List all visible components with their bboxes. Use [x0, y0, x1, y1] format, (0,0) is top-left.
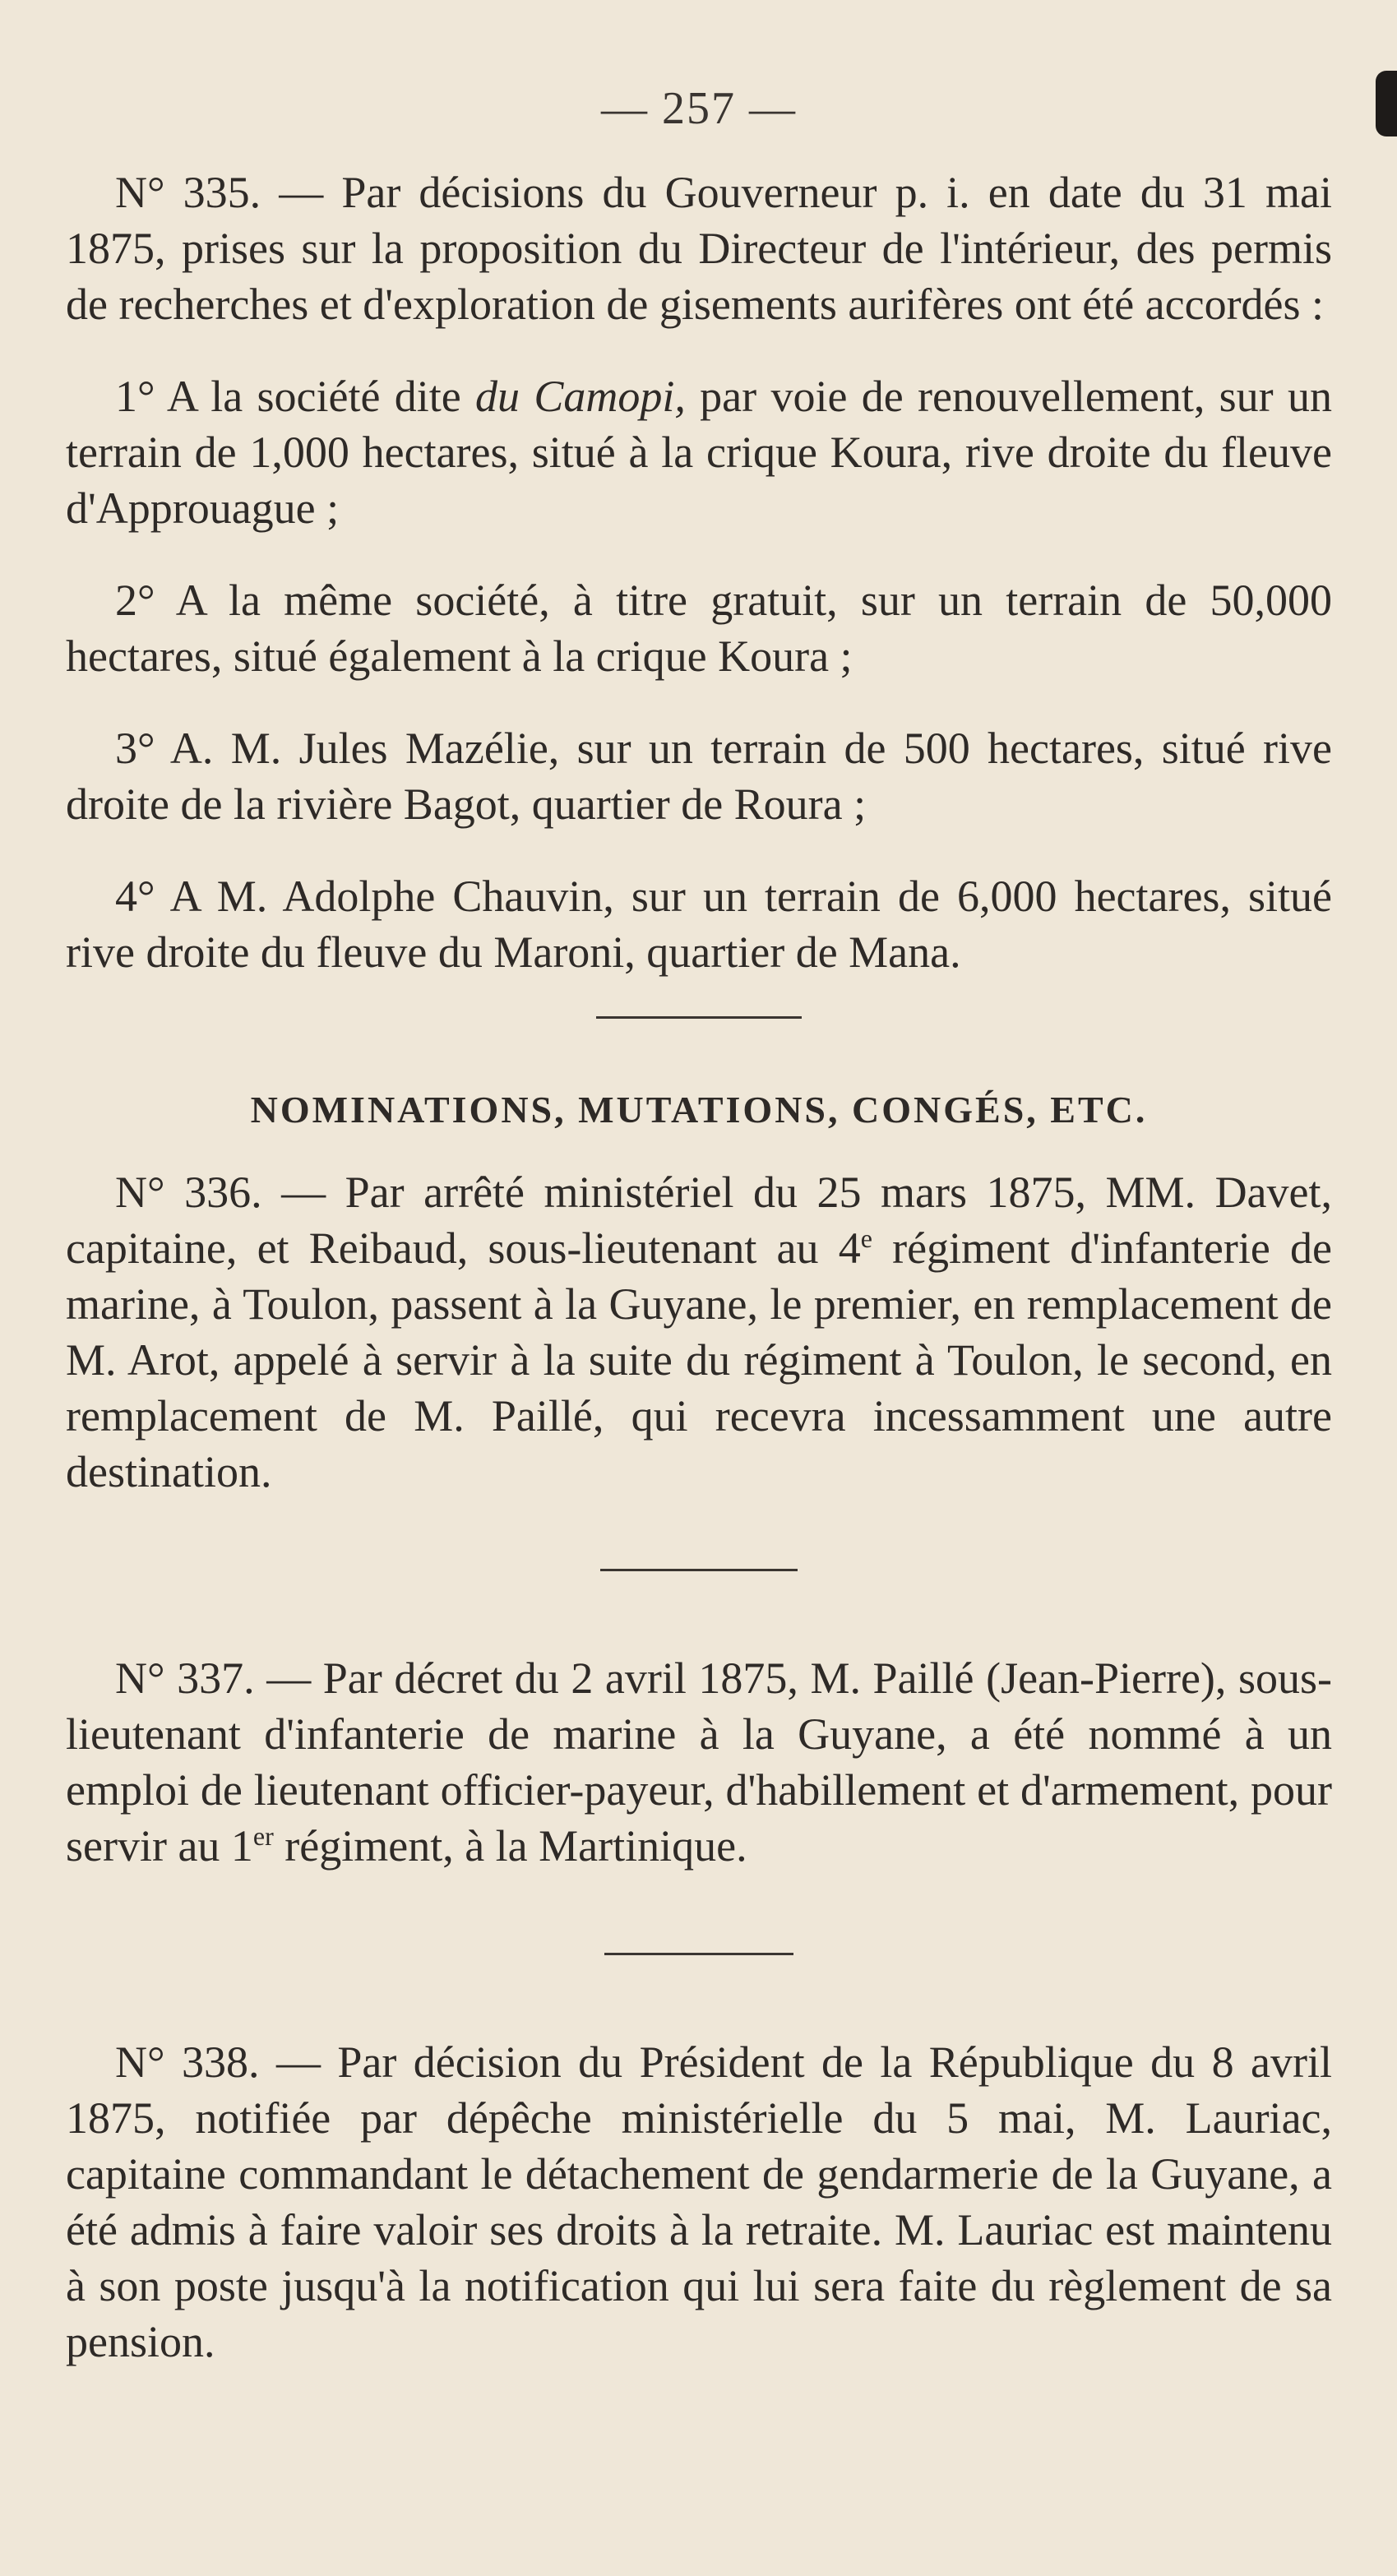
section-divider — [596, 1016, 802, 1019]
entry-337 — [66, 1650, 1332, 1874]
section-heading: NOMINATIONS, MUTATIONS, CONGÉS, ETC. — [250, 1089, 1148, 1131]
entry-335-item-3: 3° A. M. Jules Mazélie, sur un terrain de 500 hectares, situé rive droite de la rivière Bagot, quartier de Roura ; — [66, 724, 1332, 829]
page-number: — 257 — — [601, 83, 797, 134]
entry-336-superscript: e — [860, 1223, 872, 1253]
entry-337-text-part-1: N° 337. — Par décret du 2 avril 1875, M. Paillé (Jean-Pierre), sous-lieutenant d'infanterie de marine à la Guyane, a été nommé à un emploi de lieutenant officier-payeur, d'habillement et d'armement, pour servir au 1 — [66, 1653, 1332, 1871]
entry-335-item-1-prefix: 1° A la société dite — [115, 372, 476, 421]
entry-338: N° 338. — Par décision du Président de la République du 8 avril 1875, notifiée par dépêche ministérielle du 5 mai, M. Lauriac, capitaine commandant le détachement de gendarmerie de la Guyane, a été admis à faire valoir ses droits à la retraite. M. Lauriac est maintenu à son poste jusqu'à la notification qui lui sera faite du règlement de sa pension. — [66, 2037, 1332, 2366]
document-page — [66, 82, 1332, 2370]
entry-336-text-part-2: régiment d'infanterie de marine, à Toulon, passent à la Guyane, le premier, en remplacement de M. Arot, appelé à servir à la suite du régiment à Toulon, le second, en remplacement de M. Paillé, qui recevra incessamment une autre destination. — [66, 1223, 1332, 1496]
ink-blot-mark — [1376, 71, 1397, 136]
entry-335-intro: N° 335. — Par décisions du Gouverneur p. i. en date du 31 mai 1875, prises sur la proposition du Directeur de l'intérieur, des permis de recherches et d'exploration de gisements aurifères ont été accordés : — [66, 168, 1332, 329]
entry-337-text-part-2: régiment, à la Martinique. — [273, 1821, 747, 1871]
entry-divider — [600, 1569, 798, 1571]
entry-335-item-1-company: du Camopi, — [475, 372, 686, 421]
entry-335-item-1-rest: par voie de renouvellement, sur un terrain de 1,000 hectares, situé à la crique Koura, rive droite du fleuve d'Approuague ; — [66, 372, 1332, 533]
entry-335-item-4: 4° A M. Adolphe Chauvin, sur un terrain de 6,000 hectares, situé rive droite du fleuve du Maroni, quartier de Mana. — [66, 872, 1332, 977]
entry-335-item-2: 2° A la même société, à titre gratuit, sur un terrain de 50,000 hectares, situé également à la crique Koura ; — [66, 576, 1332, 681]
entry-336 — [66, 1164, 1332, 1500]
entry-335-item-1 — [66, 368, 1332, 536]
entry-335 — [66, 164, 1332, 980]
entry-337-superscript: er — [252, 1821, 274, 1851]
entry-divider — [604, 1953, 793, 1955]
entry-336-text-part-1: N° 336. — Par arrêté ministériel du 25 mars 1875, MM. Davet, capitaine, et Reibaud, sous-lieutenant au 4 — [66, 1168, 1332, 1273]
